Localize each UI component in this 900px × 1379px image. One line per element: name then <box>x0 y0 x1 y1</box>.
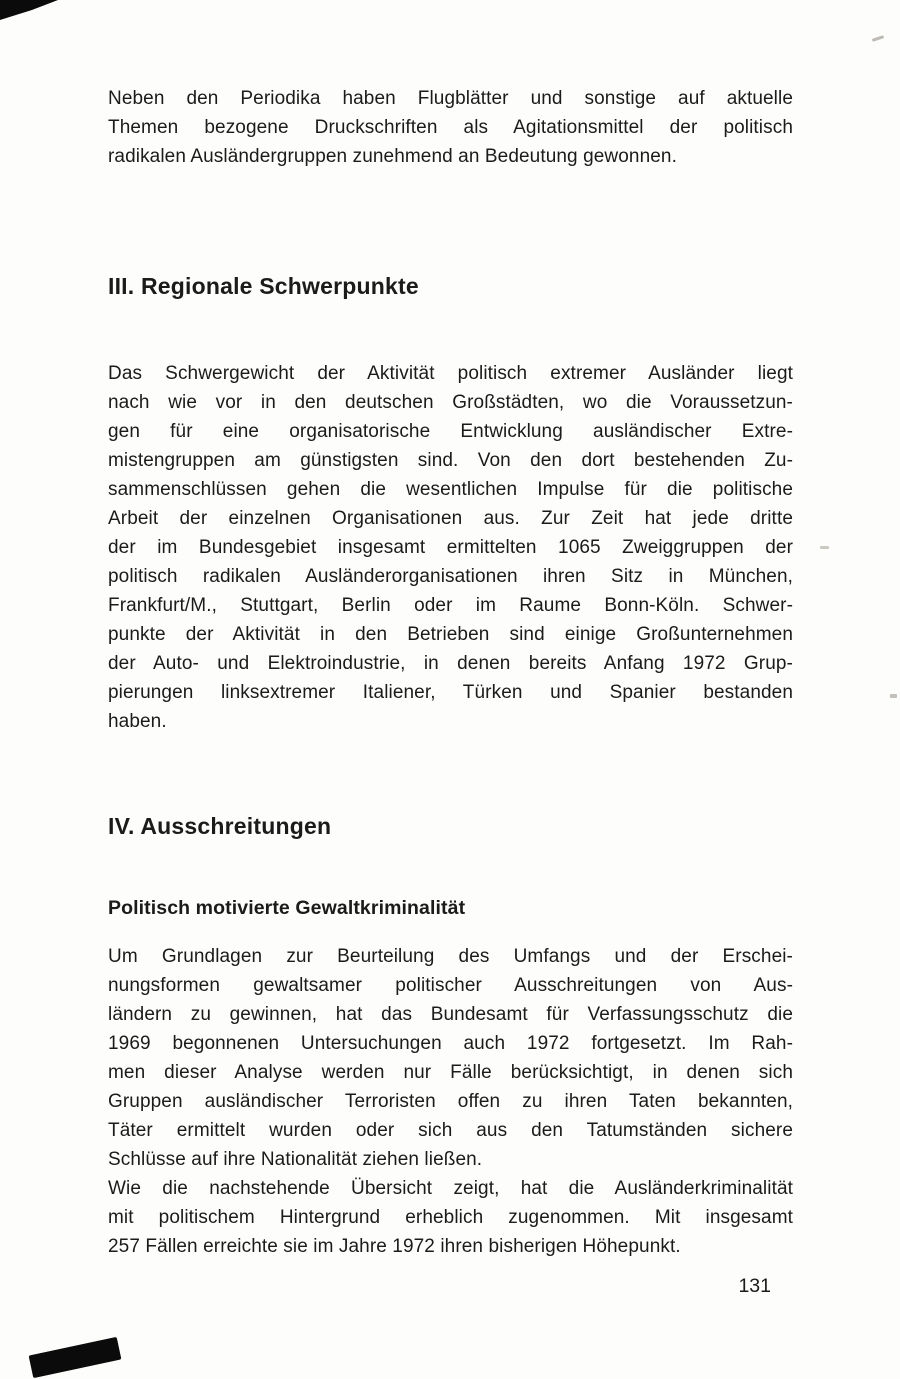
scan-mark-right-top <box>872 35 884 42</box>
text-line: Frankfurt/M., Stuttgart, Berlin oder im Raume Bonn-Köln. Schwer- <box>108 595 793 616</box>
page-content <box>108 0 793 1301</box>
text-line: men dieser Analyse werden nur Fälle berücksichtigt, in denen sich <box>108 1062 793 1083</box>
text-line: Gruppen ausländischer Terroristen offen zu ihren Taten bekannten, <box>108 1091 793 1112</box>
scan-mark-right-edge <box>890 694 897 698</box>
text-line: haben. <box>108 711 167 732</box>
text-line: pierungen linksextremer Italiener, Türken und Spanier bestanden <box>108 682 793 703</box>
text-line: politisch radikalen Ausländerorganisationen ihren Sitz in München, <box>108 566 793 587</box>
scan-artifact-top-left <box>0 0 58 20</box>
section-iii-paragraph <box>108 359 793 736</box>
text-line: der im Bundesgebiet insgesamt ermittelten 1065 Zweiggruppen der <box>108 537 793 558</box>
intro-paragraph <box>108 84 793 171</box>
text-line: nungsformen gewaltsamer politischer Ausschreitungen von Aus- <box>108 975 793 996</box>
text-line: ländern zu gewinnen, hat das Bundesamt für Verfassungsschutz die <box>108 1004 793 1025</box>
text-line: punkte der Aktivität in den Betrieben sind einige Großunternehmen <box>108 624 793 645</box>
text-line: radikalen Ausländergruppen zunehmend an Bedeutung gewonnen. <box>108 146 677 167</box>
page-number: 131 <box>738 1275 771 1297</box>
text-line: mit politischem Hintergrund erheblich zugenommen. Mit insgesamt <box>108 1207 793 1228</box>
text-line: nach wie vor in den deutschen Großstädten, wo die Voraussetzun- <box>108 392 793 413</box>
text-line: 257 Fällen erreichte sie im Jahre 1972 ihren bisherigen Höhepunkt. <box>108 1236 681 1257</box>
text-line: gen für eine organisatorische Entwicklung ausländischer Extre- <box>108 421 793 442</box>
text-line: Themen bezogene Druckschriften als Agitationsmittel der politisch <box>108 117 793 138</box>
text-line: Täter ermittelt wurden oder sich aus den Tatumständen sichere <box>108 1120 793 1141</box>
text-line: Wie die nachstehende Übersicht zeigt, hat die Ausländerkriminalität <box>108 1178 793 1199</box>
text-line: mistengruppen am günstigsten sind. Von den dort bestehenden Zu- <box>108 450 793 471</box>
scan-artifact-bottom-left <box>29 1337 122 1378</box>
section-iii-heading: III. Regionale Schwerpunkte <box>108 273 419 299</box>
text-line: sammenschlüssen gehen die wesentlichen Impulse für die politische <box>108 479 793 500</box>
text-line: der Auto- und Elektroindustrie, in denen bereits Anfang 1972 Grup- <box>108 653 793 674</box>
section-iv-paragraph-1 <box>108 942 793 1174</box>
section-iv-heading: IV. Ausschreitungen <box>108 813 332 839</box>
text-line: Arbeit der einzelnen Organisationen aus. Zur Zeit hat jede dritte <box>108 508 793 529</box>
text-line: Das Schwergewicht der Aktivität politisch extremer Ausländer liegt <box>108 363 793 384</box>
subheading-gewaltkriminalitaet: Politisch motivierte Gewaltkriminalität <box>108 897 466 919</box>
scan-mark-right-middle <box>820 546 829 549</box>
section-iv-paragraph-2 <box>108 1174 793 1261</box>
text-line: 1969 begonnenen Untersuchungen auch 1972 fortgesetzt. Im Rah- <box>108 1033 793 1054</box>
text-line: Um Grundlagen zur Beurteilung des Umfangs und der Erschei- <box>108 946 793 967</box>
text-line: Schlüsse auf ihre Nationalität ziehen ließen. <box>108 1149 483 1170</box>
text-line: Neben den Periodika haben Flugblätter und sonstige auf aktuelle <box>108 88 793 109</box>
